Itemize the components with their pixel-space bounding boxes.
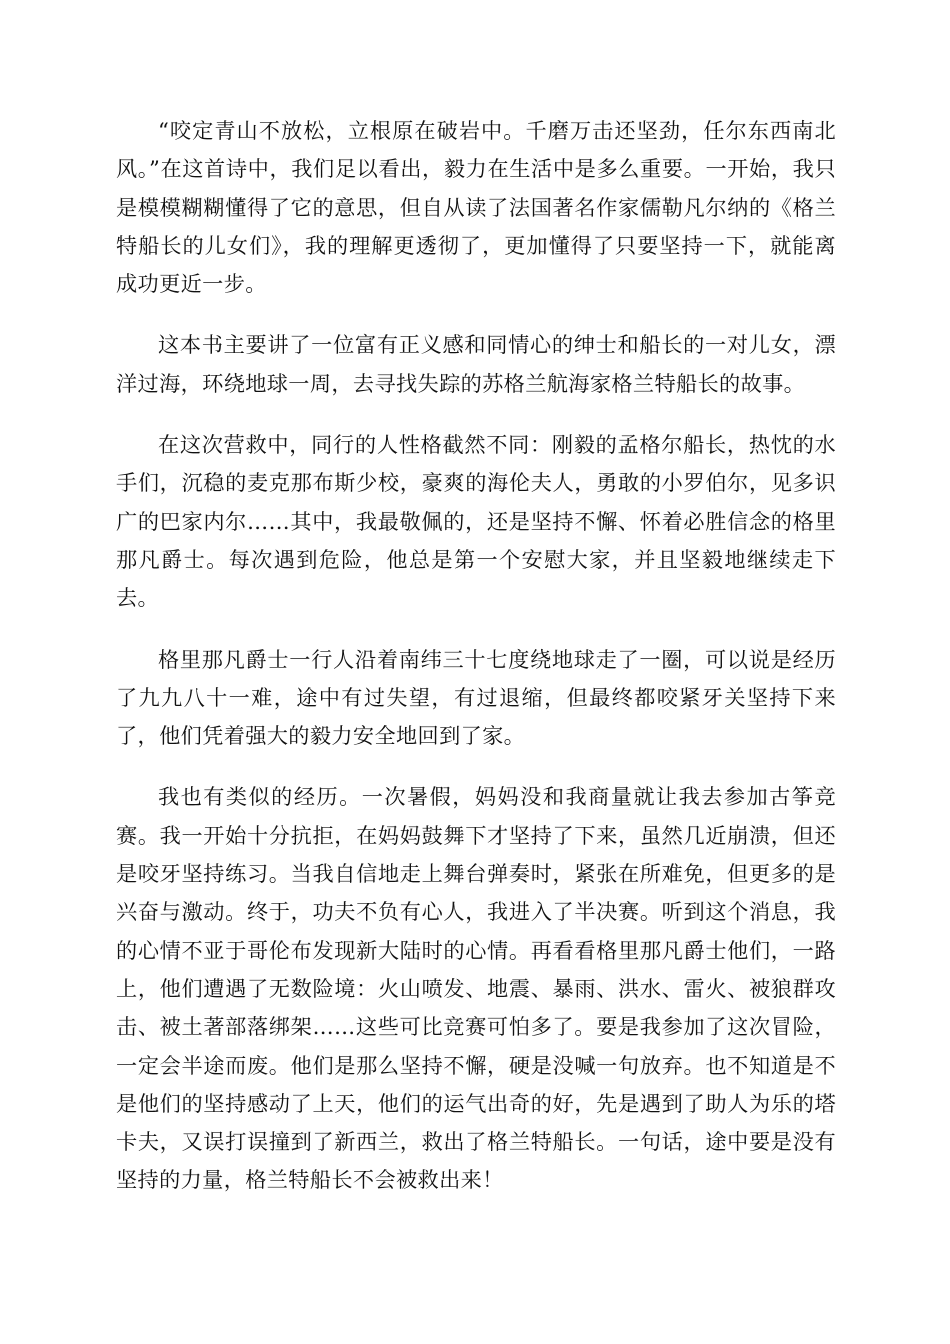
- paragraph-book-summary: 这本书主要讲了一位富有正义感和同情心的绅士和船长的一对儿女，漂洋过海，环绕地球一周，去寻找失踪的苏格兰航海家格兰特船长的故事。: [116, 332, 836, 396]
- paragraph-journey: 格里那凡爵士一行人沿着南纬三十七度绕地球走了一圈，可以说是经历了九九八十一难，途中有过失望，有过退缩，但最终都咬紧牙关坚持下来了，他们凭着强大的毅力安全地回到了家。: [116, 646, 836, 749]
- paragraph-characters: 在这次营救中，同行的人性格截然不同：刚毅的孟格尔船长，热忱的水手们，沉稳的麦克那布斯少校，豪爽的海伦夫人，勇敢的小罗伯尔，见多识广的巴家内尔……其中，我最敬佩的，还是坚持不懈、怀着必胜信念的格里那凡爵士。每次遇到危险，他总是第一个安慰大家，并且坚毅地继续走下去。: [116, 432, 836, 611]
- paragraph-personal-experience: 我也有类似的经历。一次暑假，妈妈没和我商量就让我去参加古筝竞赛。我一开始十分抗拒，在妈妈鼓舞下才坚持了下来，虽然几近崩溃，但还是咬牙坚持练习。当我自信地走上舞台弹奏时，紧张在所难免，但更多的是兴奋与激动。终于，功夫不负有心人，我进入了半决赛。听到这个消息，我的心情不亚于哥伦布发现新大陆时的心情。再看看格里那凡爵士他们，一路上，他们遭遇了无数险境：火山喷发、地震、暴雨、洪水、雷火、被狼群攻击、被土著部落绑架……这些可比竞赛可怕多了。要是我参加了这次冒险，一定会半途而废。他们是那么坚持不懈，硬是没喊一句放弃。也不知道是不是他们的坚持感动了上天，他们的运气出奇的好，先是遇到了助人为乐的塔卡夫，又误打误撞到了新西兰，救出了格兰特船长。一句话，途中要是没有坚持的力量，格兰特船长不会被救出来！: [116, 784, 836, 1193]
- paragraph-poem-intro: “咬定青山不放松，立根原在破岩中。千磨万击还坚劲，任尔东西南北风。”在这首诗中，我们足以看出，毅力在生活中是多么重要。一开始，我只是模模糊糊懂得了它的意思，但自从读了法国著名作家儒勒凡尔纳的《格兰特船长的儿女们》，我的理解更透彻了，更加懂得了只要坚持一下，就能离成功更近一步。: [116, 118, 836, 297]
- document-body: [116, 112, 836, 1223]
